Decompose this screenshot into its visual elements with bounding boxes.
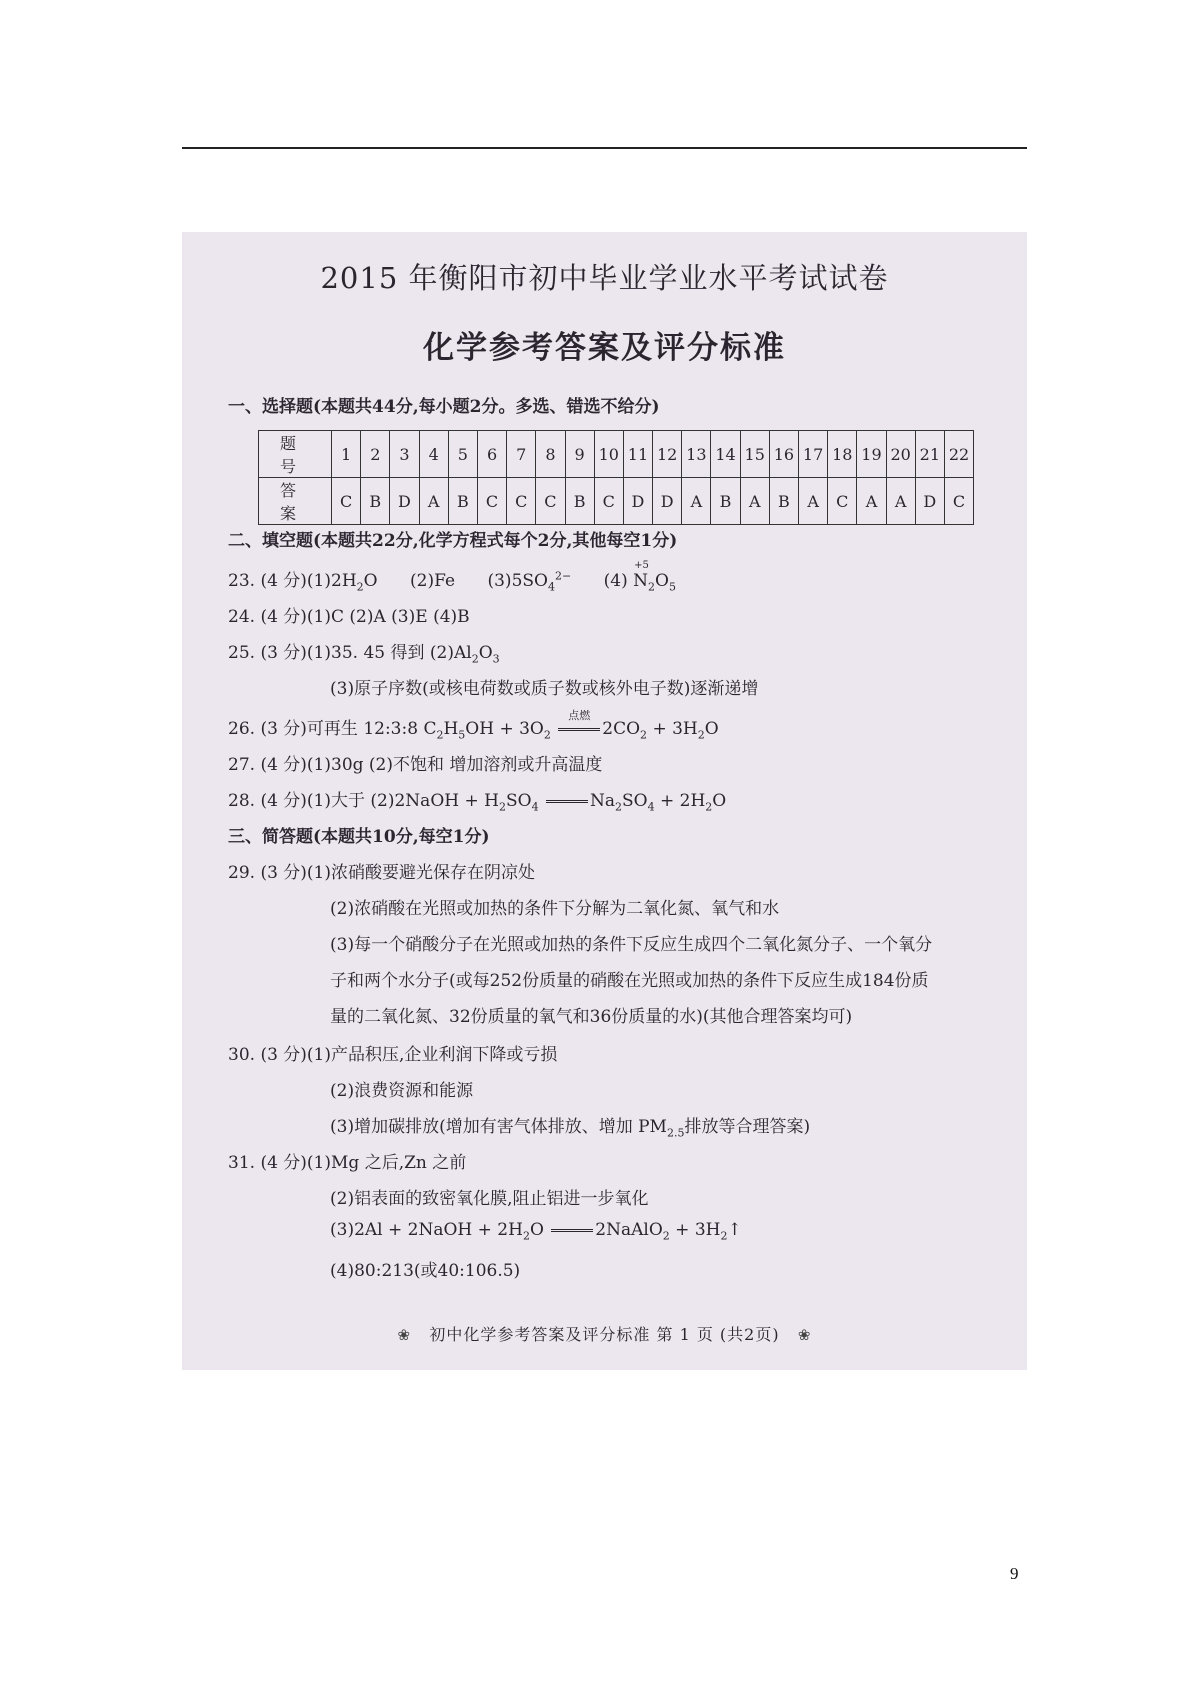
q24-line: 24. (4 分)(1)C (2)A (3)E (4)B bbox=[228, 607, 470, 627]
q29-line4: 子和两个水分子(或每252份质量的硝酸在光照或加热的条件下反应生成184份质 bbox=[330, 971, 929, 991]
question-number-cell: 5 bbox=[448, 431, 477, 478]
answer-key-title: 化学参考答案及评分标准 bbox=[423, 330, 786, 366]
q29-line1: 29. (3 分)(1)浓硝酸要避光保存在阴凉处 bbox=[228, 863, 536, 883]
answer-cell: D bbox=[915, 478, 944, 525]
q31-line2: (2)铝表面的致密氧化膜,阻止铝进一步氧化 bbox=[330, 1189, 649, 1209]
q29-line5: 量的二氧化氮、32份质量的氧气和36份质量的水)(其他合理答案均可) bbox=[330, 1007, 853, 1027]
q30-line1: 30. (3 分)(1)产品积压,企业利润下降或亏损 bbox=[228, 1045, 558, 1065]
answer-cell: C bbox=[536, 478, 565, 525]
answer-cell: C bbox=[477, 478, 506, 525]
answer-cell: C bbox=[332, 478, 361, 525]
question-number-cell: 19 bbox=[857, 431, 886, 478]
q25-line1: 25. (3 分)(1)35. 45 得到 $(2)Al_2O_3$ bbox=[228, 643, 500, 666]
question-number-cell: 11 bbox=[623, 431, 652, 478]
equals-sign bbox=[546, 800, 588, 803]
question-number-cell: 13 bbox=[682, 431, 711, 478]
question-number-cell: 7 bbox=[507, 431, 536, 478]
q26-line: 26. (3 分)可再生 12:3:8 $C_2H_5OH + 3O_2$ 点燃 $2CO_2 + 3H_2O$ bbox=[228, 709, 719, 742]
answer-cell: B bbox=[448, 478, 477, 525]
q31-line1: 31. (4 分)(1)Mg 之后,Zn 之前 bbox=[228, 1153, 467, 1173]
question-number-cell: 12 bbox=[653, 431, 682, 478]
answer-cell: D bbox=[623, 478, 652, 525]
question-number-row bbox=[259, 431, 974, 478]
answer-cell: A bbox=[682, 478, 711, 525]
answer-cell: B bbox=[711, 478, 740, 525]
answer-cell: A bbox=[740, 478, 769, 525]
q30-line3: (3)增加碳排放(增加有害气体排放、增加 $PM_{2.5}$排放等合理答案) bbox=[330, 1117, 811, 1140]
question-number-cell: 18 bbox=[828, 431, 857, 478]
question-number-cell: 1 bbox=[332, 431, 361, 478]
question-number-cell: 16 bbox=[769, 431, 798, 478]
q27-line: 27. (4 分)(1)30g (2)不饱和 增加溶剂或升高温度 bbox=[228, 755, 603, 775]
scanned-answer-sheet bbox=[182, 232, 1027, 1370]
question-number-cell: 3 bbox=[390, 431, 419, 478]
row-header: 答 案 bbox=[259, 478, 332, 525]
answer-table bbox=[258, 430, 974, 525]
answer-cell: B bbox=[565, 478, 594, 525]
header-rule bbox=[182, 147, 1027, 149]
q25-line2: (3)原子序数(或核电荷数或质子数或核外电子数)逐渐递增 bbox=[330, 679, 759, 699]
section3-heading: 三、简答题(本题共10分,每空1分) bbox=[228, 827, 490, 847]
answer-row bbox=[259, 478, 974, 525]
q29-line2: (2)浓硝酸在光照或加热的条件下分解为二氧化氮、氧气和水 bbox=[330, 899, 780, 919]
question-number-cell: 2 bbox=[361, 431, 390, 478]
row-header: 题 号 bbox=[259, 431, 332, 478]
section1-heading: 一、选择题(本题共44分,每小题2分。多选、错选不给分) bbox=[228, 397, 660, 417]
question-number-cell: 8 bbox=[536, 431, 565, 478]
exam-title: 2015 年衡阳市初中毕业学业水平考试试卷 bbox=[320, 261, 889, 295]
answer-cell: D bbox=[653, 478, 682, 525]
answer-cell: D bbox=[390, 478, 419, 525]
question-number-cell: 21 bbox=[915, 431, 944, 478]
question-number-cell: 6 bbox=[477, 431, 506, 478]
question-number-cell: 15 bbox=[740, 431, 769, 478]
q30-line2: (2)浪费资源和能源 bbox=[330, 1081, 474, 1101]
q28-line: 28. (4 分)(1)大于 (2)2NaOH + $H_2SO_4$ $Na_2SO_4 + 2H_2O$ bbox=[228, 791, 727, 814]
flower-icon: ❀ bbox=[797, 1326, 812, 1344]
question-number-cell: 9 bbox=[565, 431, 594, 478]
answer-cell: A bbox=[419, 478, 448, 525]
question-number-cell: 10 bbox=[594, 431, 623, 478]
question-number-cell: 22 bbox=[944, 431, 973, 478]
section2-heading: 二、填空题(本题共22分,化学方程式每个2分,其他每空1分) bbox=[228, 531, 678, 551]
reaction-condition: 点燃 bbox=[556, 719, 602, 739]
question-number-cell: 17 bbox=[799, 431, 828, 478]
answer-cell: A bbox=[886, 478, 915, 525]
answer-cell: C bbox=[828, 478, 857, 525]
equals-sign bbox=[551, 1229, 593, 1232]
answer-cell: A bbox=[799, 478, 828, 525]
answer-cell: C bbox=[594, 478, 623, 525]
q23-line: 23. (4 分)$(1)2H_2O$ (2)Fe $(3)5SO_4^{2-}$ (4) +5 $N_2O_5$ bbox=[228, 560, 676, 594]
question-number-cell: 4 bbox=[419, 431, 448, 478]
q31-line4: (4)80:213(或40:106.5) bbox=[330, 1261, 521, 1281]
q31-line3: (3)2Al + 2NaOH + $2H_2O$ 2NaAlO$_2$ + $3H_2↑$ bbox=[330, 1220, 742, 1243]
page-number: 9 bbox=[1010, 1564, 1019, 1583]
flower-icon: ❀ bbox=[397, 1326, 412, 1344]
question-number-cell: 14 bbox=[711, 431, 740, 478]
footer-text: 初中化学参考答案及评分标准 第 1 页 (共2页) bbox=[429, 1325, 780, 1344]
answer-cell: B bbox=[361, 478, 390, 525]
sheet-footer bbox=[182, 1322, 1027, 1345]
answer-cell: B bbox=[769, 478, 798, 525]
answer-cell: C bbox=[507, 478, 536, 525]
question-number-cell: 20 bbox=[886, 431, 915, 478]
q29-line3: (3)每一个硝酸分子在光照或加热的条件下反应生成四个二氧化氮分子、一个氧分 bbox=[330, 935, 933, 955]
answer-cell: C bbox=[944, 478, 973, 525]
answer-cell: A bbox=[857, 478, 886, 525]
oxidation-state: +5 N bbox=[633, 560, 649, 591]
